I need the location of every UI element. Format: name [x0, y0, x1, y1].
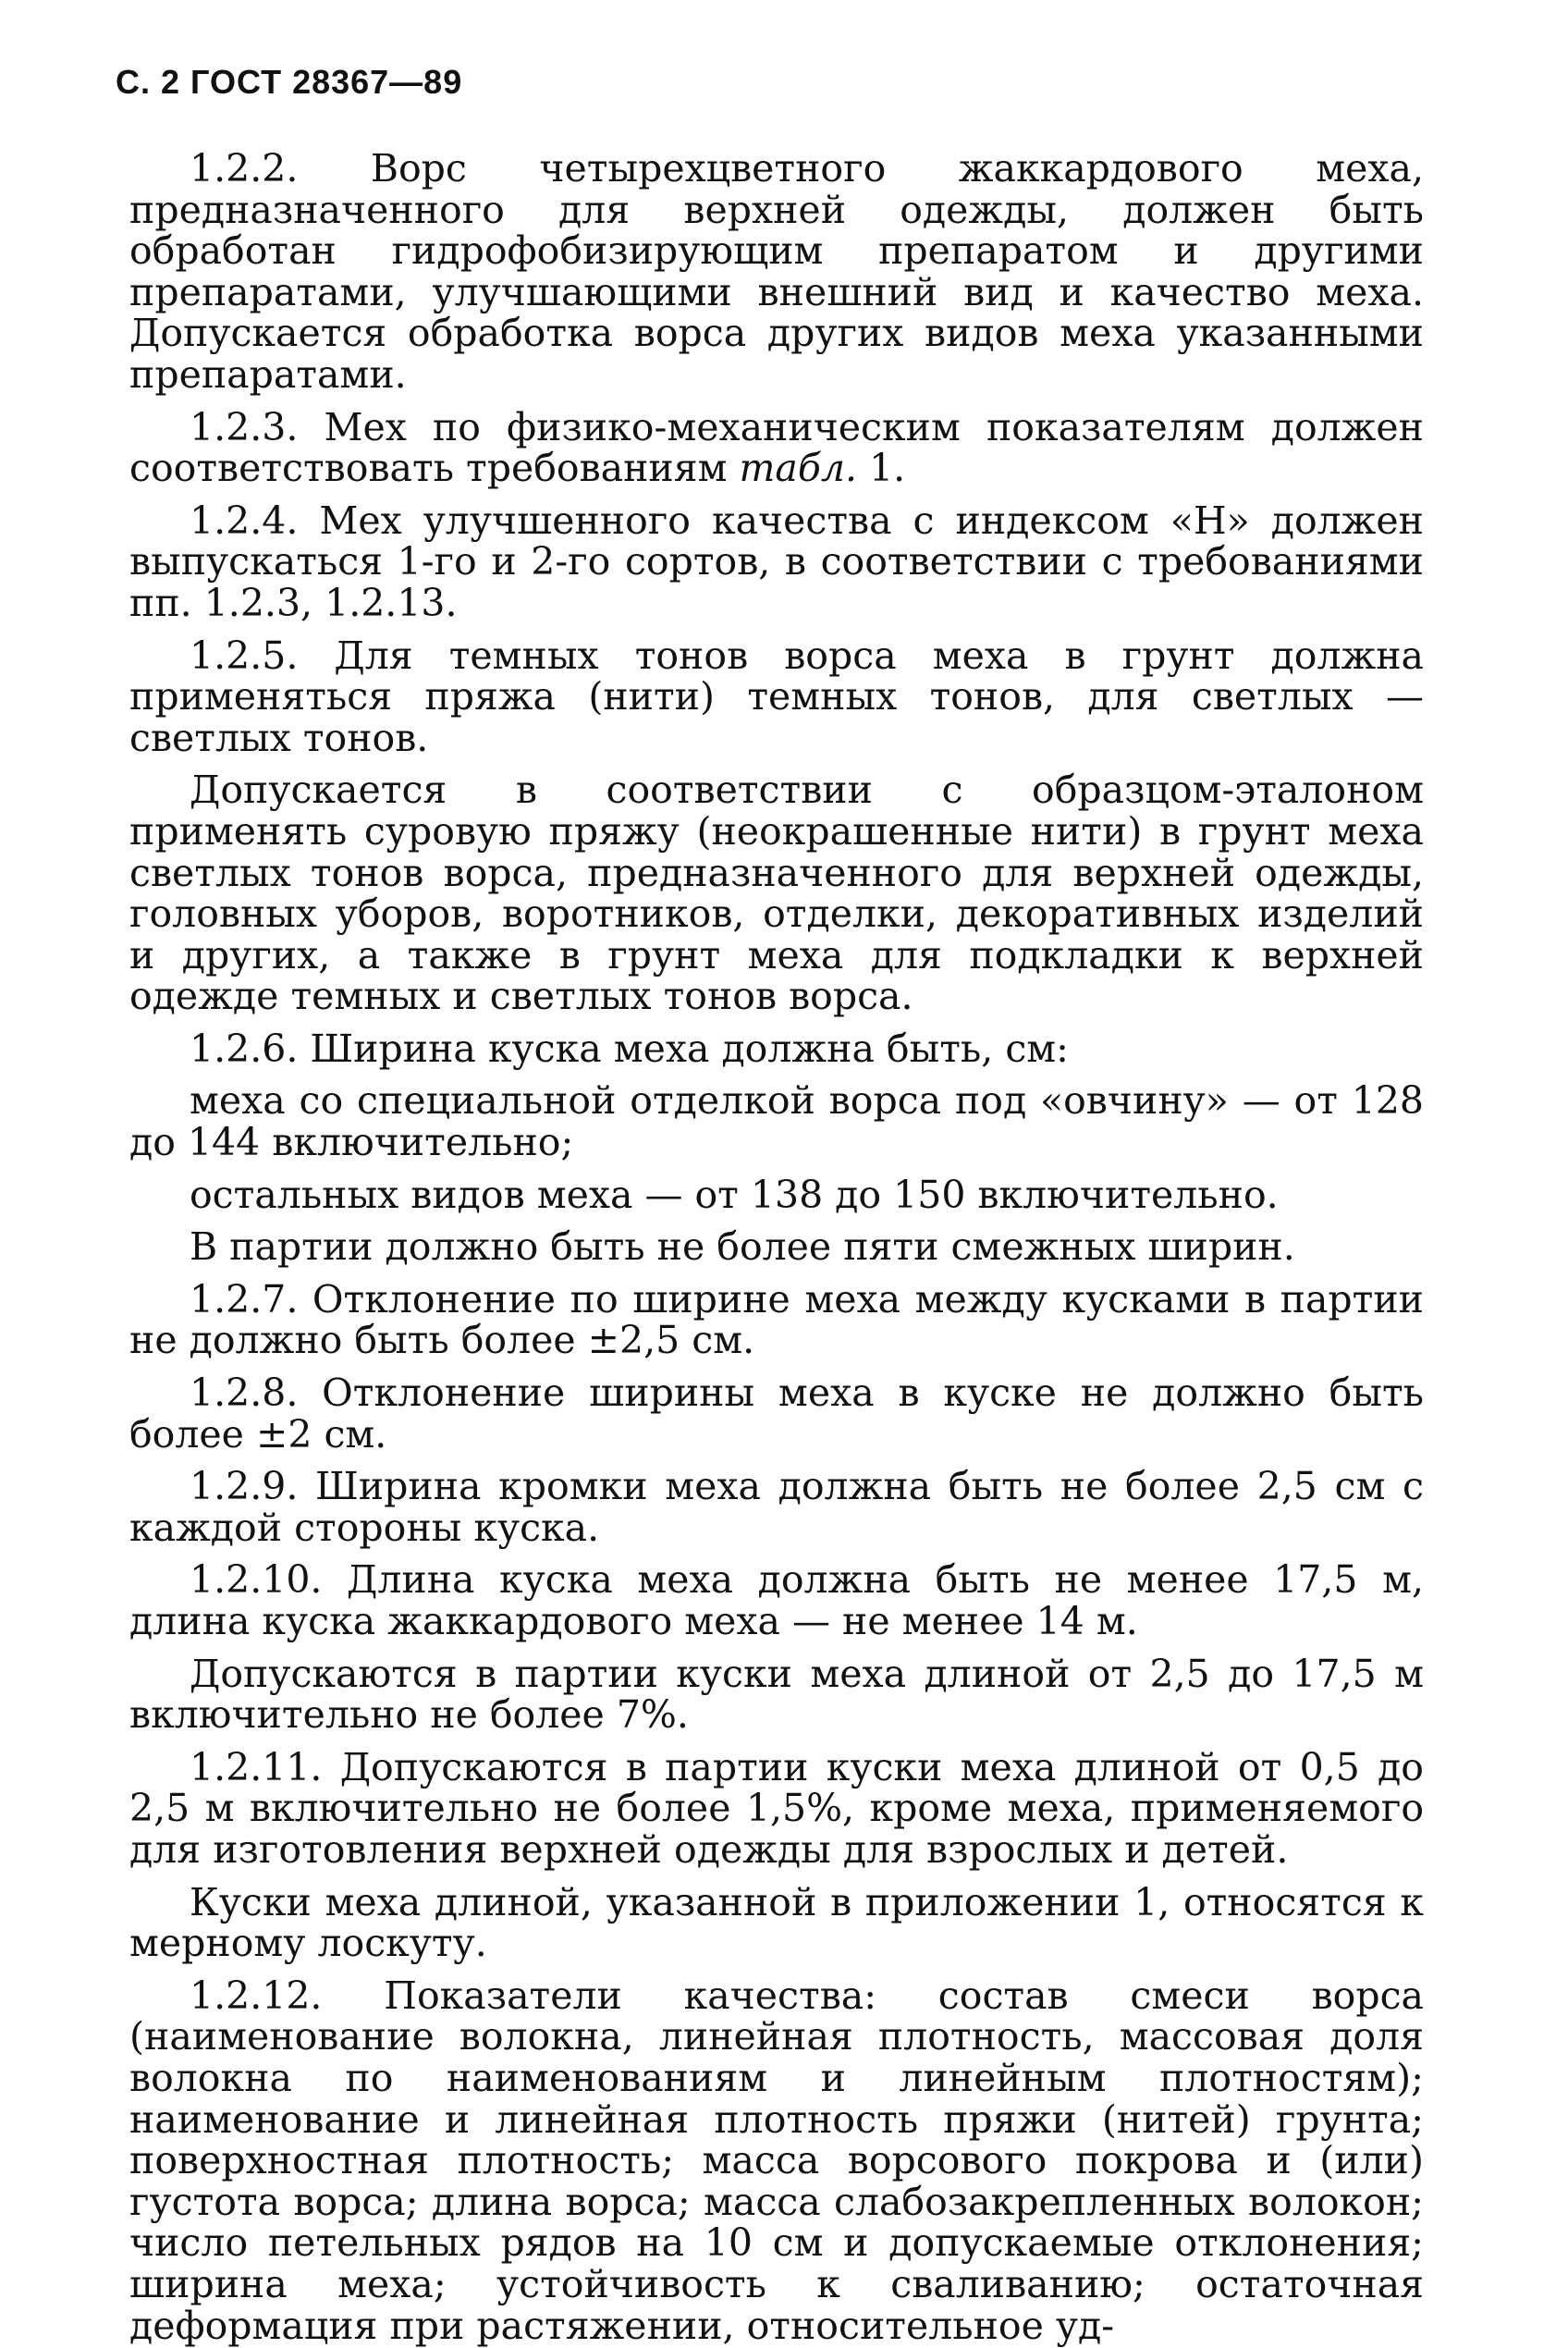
paragraph-1-2-3 [129, 404, 1424, 491]
paragraph-1-2-5: 1.2.5. Для темных тонов ворса меха в грунт должна применяться пряжа (нити) темных тонов, для светлых — светлых тонов. [129, 633, 1424, 760]
paragraph-1-2-11: 1.2.11. Допускаются в партии куски меха длиной от 0,5 до 2,5 м включительно не более 1,5%, кроме меха, применяемого для изготовления верхней одежды для взрослых и детей. [129, 1744, 1424, 1872]
page-header [116, 63, 462, 102]
standard-number: ГОСТ 28367—89 [190, 63, 463, 101]
paragraph-1-2-9: 1.2.9. Ширина кромки меха должна быть не более 2,5 см с каждой стороны куска. [129, 1464, 1424, 1550]
paragraph-1-2-12: 1.2.12. Показатели качества: состав смеси ворса (наименование волокна, линейная плотность, массовая доля волокна по наименованиям и линейным плотностям); наименование и линейная плотность пряжи (нитей) грунта; поверхностная плотность; масса ворсового покрова и (или) густота ворса; длина ворса; масса слабозакрепленных волокон; число петельных рядов на 10 см и допускаемые отклонения; ширина меха; устойчивость к сваливанию; остаточная деформация при растяжении, относительное уд- [129, 1973, 1424, 2348]
paragraph-1-2-3-text: 1.2.3. Мех по физико-механическим показателям должен соответствовать требованиям [129, 404, 1424, 491]
paragraph-1-2-8: 1.2.8. Отклонение ширины меха в куске не должно быть более ±2 см. [129, 1371, 1424, 1457]
paragraph-1-2-4: 1.2.4. Мех улучшенного качества с индексом «Н» должен выпускаться 1-го и 2-го сортов, в соответствии с требованиями пп. 1.2.3, 1.2.13. [129, 498, 1424, 625]
paragraph-1-2-7: 1.2.7. Отклонение по ширине меха между кусками в партии не должно быть более ±2,5 см. [129, 1276, 1424, 1363]
paragraph-1-2-6-item-2: остальных видов меха — от 138 до 150 включительно. [190, 1172, 1279, 1217]
table-reference: табл. [739, 446, 858, 491]
paragraph-1-2-6-item-1: меха со специальной отделкой ворса под «овчину» — от 128 до 144 включительно; [129, 1078, 1424, 1165]
page-number: С. 2 [116, 63, 181, 101]
paragraph-1-2-5-continued: Допускается в соответствии с образцом-эталоном применять суровую пряжу (неокрашенные нити) в грунт меха светлых тонов ворса, предназначенного для верхней одежды, головных уборов, воротников, отделки, декоративных изделий и других, а также в грунт меха для подкладки к верхней одежде темных и светлых тонов ворса. [129, 768, 1424, 1019]
paragraph-1-2-6-note: В партии должно быть не более пяти смежных ширин. [190, 1224, 1295, 1270]
paragraph-1-2-3-tail: 1. [857, 446, 906, 491]
paragraph-1-2-2: 1.2.2. Ворс четырехцветного жаккардового меха, предназначенного для верхней одежды, должен быть обработан гидрофобизирующим препаратом и другими препаратами, улучшающими внешний вид и качество меха. Допускается обработка ворса других видов меха указанными препаратами. [129, 146, 1424, 397]
paragraph-1-2-6: 1.2.6. Ширина куска меха должна быть, см: [190, 1026, 1069, 1071]
document-body [129, 148, 1424, 2346]
paragraph-1-2-10: 1.2.10. Длина куска меха должна быть не менее 17,5 м, длина куска жаккардового меха — не менее 14 м. [129, 1557, 1424, 1643]
paragraph-1-2-10-continued: Допускаются в партии куски меха длиной от 2,5 до 17,5 м включительно не более 7%. [129, 1651, 1424, 1738]
paragraph-1-2-11-continued: Куски меха длиной, указанной в приложении 1, относятся к мерному лоскуту. [129, 1879, 1424, 1966]
